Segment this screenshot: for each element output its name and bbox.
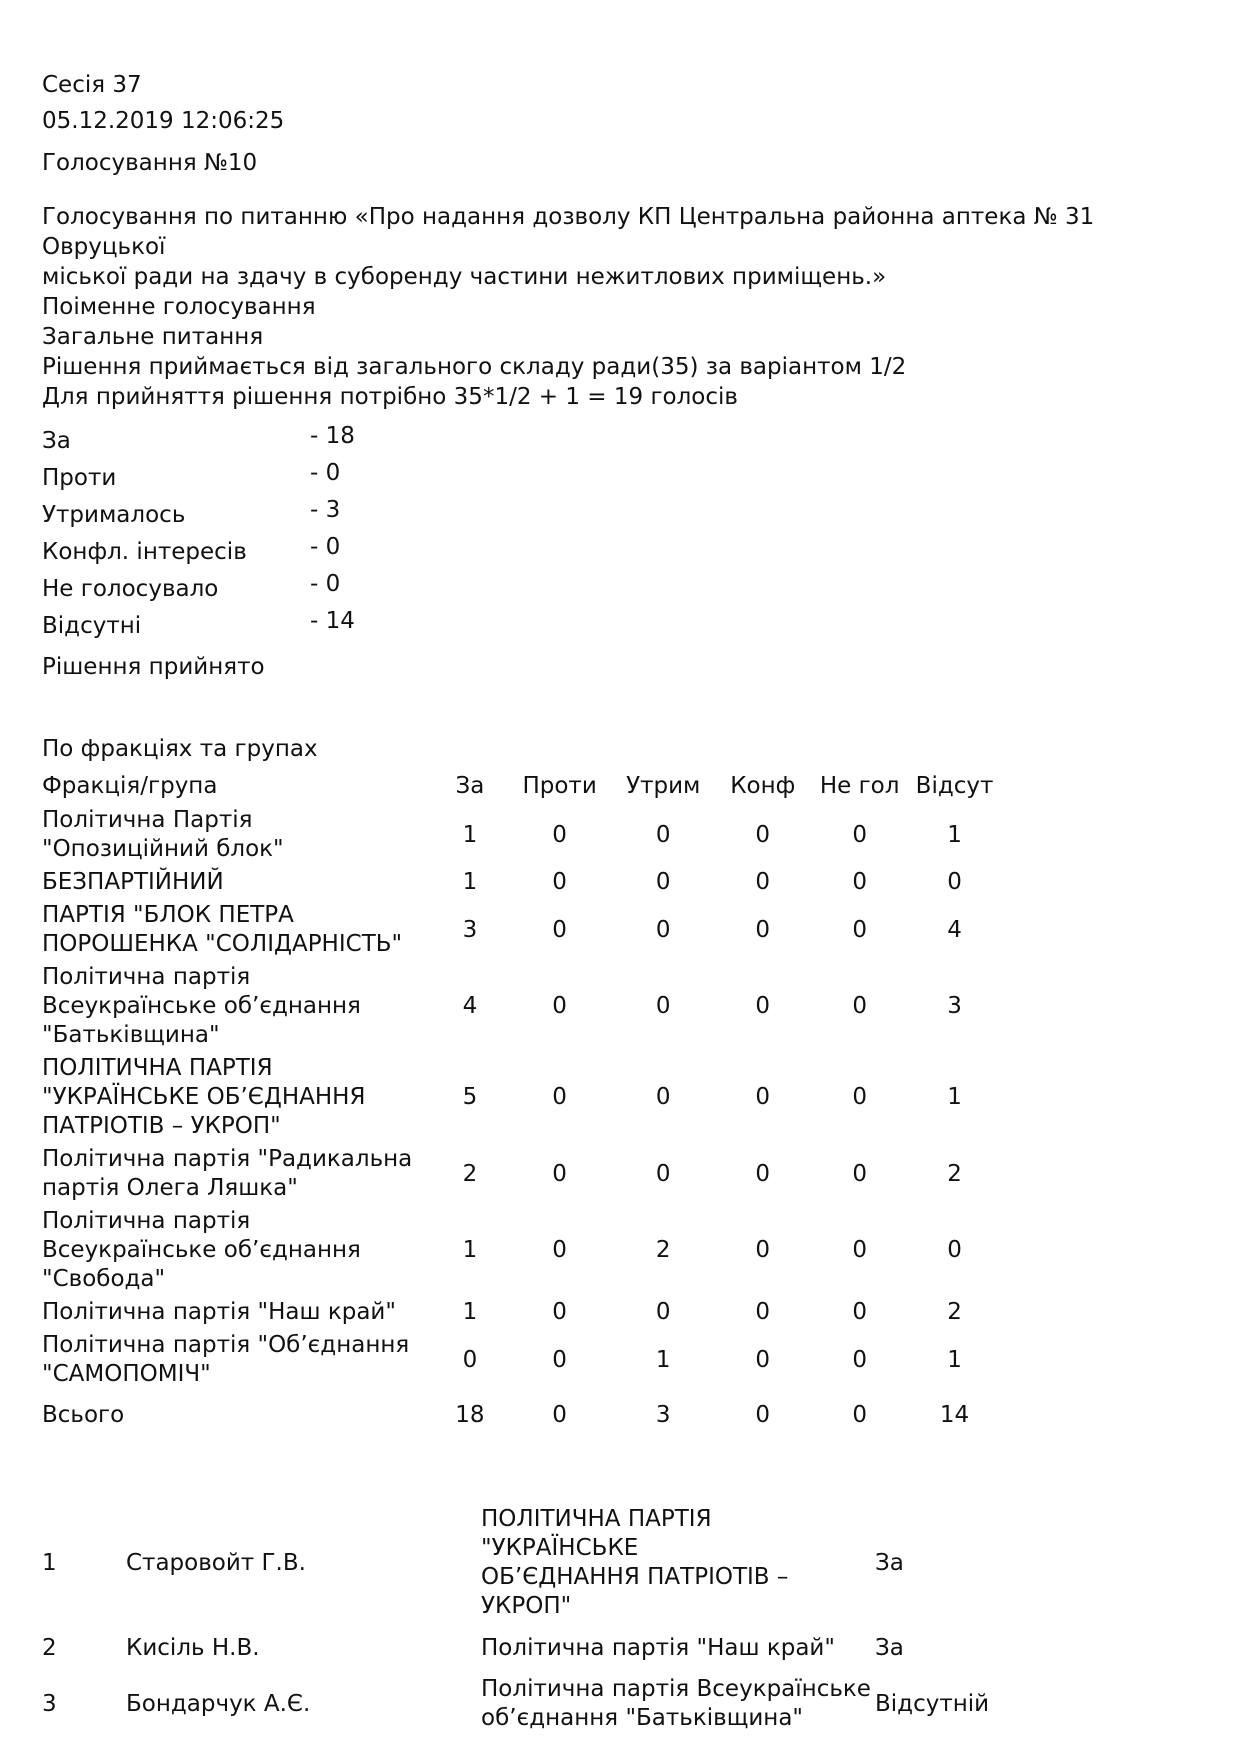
col-header-absent: Відсут (915, 773, 994, 799)
faction-count: 1 (947, 821, 962, 848)
faction-row (42, 961, 1002, 1052)
faction-name (42, 1052, 434, 1143)
deputy-faction-line: Політична партія "Наш край" (481, 1634, 835, 1661)
decision-result: Рішення прийнято (42, 654, 265, 680)
faction-name-line: БЕЗПАРТІЙНИЙ (42, 869, 224, 895)
total-value: - 18 (310, 422, 355, 449)
faction-count: 2 (655, 1237, 671, 1263)
faction-count: 0 (755, 916, 771, 943)
total-value: - 0 (310, 459, 341, 486)
required-votes: Для прийняття рішення потрібно 35*1/2 + 1 = 19 голосів (42, 384, 738, 410)
faction-count: 0 (552, 1299, 567, 1325)
factions-title: По фракціях та групах (42, 736, 318, 762)
total-row (42, 533, 1202, 570)
col-header-abstain: Утрим (626, 773, 701, 799)
faction-count: 0 (655, 1299, 671, 1325)
faction-count: 1 (655, 1346, 671, 1373)
faction-count: 0 (655, 1084, 671, 1110)
deputy-faction-line: УКРОП" (481, 1593, 572, 1619)
faction-count: 0 (655, 993, 671, 1019)
faction-name-line: Всеукраїнське об’єднання (42, 1237, 361, 1263)
faction-count: 1 (462, 1237, 478, 1263)
faction-count: 0 (755, 1299, 771, 1325)
faction-count: 0 (852, 916, 867, 943)
faction-row (42, 1143, 1002, 1205)
deputy-faction-line: ПОЛІТИЧНА ПАРТІЯ "УКРАЇНСЬКЕ (481, 1506, 712, 1561)
total-row (42, 496, 1202, 533)
total-row (42, 607, 1202, 644)
deputy-number: 3 (42, 1690, 57, 1717)
col-header-for: За (455, 773, 485, 799)
faction-count: 0 (755, 1237, 771, 1263)
faction-count: 1 (947, 1084, 962, 1110)
faction-count: 1 (462, 1299, 478, 1325)
vote-number: Голосування №10 (42, 150, 258, 176)
faction-count: 2 (947, 1299, 962, 1325)
faction-total-label: Всього (42, 1401, 125, 1428)
faction-name-line: "Свобода" (42, 1266, 166, 1292)
deputy-name: Бондарчук А.Є. (126, 1690, 311, 1717)
question-line-1: Голосування по питанню «Про надання дозволу КП Центральна районна аптека № 31 Овруцької (42, 204, 1095, 260)
faction-count: 0 (462, 1346, 478, 1373)
total-label: Утрималось (42, 501, 186, 528)
deputy-vote: За (875, 1549, 904, 1576)
deputy-faction-line: об’єднання "Батьківщина" (481, 1705, 804, 1731)
faction-count: 0 (852, 1160, 867, 1187)
col-header-faction: Фракція/група (42, 773, 218, 799)
factions-header-row (42, 768, 1002, 804)
faction-count: 4 (462, 993, 478, 1019)
total-row (42, 459, 1202, 496)
faction-count: 0 (852, 1084, 867, 1110)
faction-count: 0 (552, 1160, 567, 1187)
deputy-faction-line: Політична партія Всеукраїнське (481, 1676, 871, 1702)
question-line-2: міської ради на здачу в суборенду частини нежитлових приміщень.» (42, 264, 887, 290)
total-label: Проти (42, 464, 117, 491)
faction-name (42, 899, 434, 961)
faction-count: 0 (552, 1237, 567, 1263)
faction-name-line: "Опозиційний блок" (42, 836, 284, 862)
total-label: За (42, 427, 71, 454)
col-header-not-voted: Не гол (819, 773, 900, 799)
faction-name-line: Політична партія (42, 1208, 251, 1234)
faction-total-row (42, 1391, 1002, 1439)
faction-count: 0 (852, 1346, 867, 1373)
total-row (42, 570, 1202, 607)
faction-name-line: Всеукраїнське об’єднання (42, 993, 361, 1019)
faction-count: 0 (552, 993, 567, 1019)
deputy-row (42, 1623, 1025, 1673)
faction-row (42, 1205, 1002, 1296)
faction-name-line: ПОРОШЕНКА "СОЛІДАРНІСТЬ" (42, 931, 403, 957)
faction-row (42, 1052, 1002, 1143)
deputy-vote: Відсутній (875, 1690, 990, 1717)
faction-name-line: "УКРАЇНСЬКЕ ОБ’ЄДНАННЯ (42, 1084, 366, 1110)
faction-count: 2 (462, 1160, 478, 1187)
faction-name-line: Політична партія "Наш край" (42, 1299, 396, 1325)
col-header-against: Проти (522, 773, 597, 799)
vote-type: Поіменне голосування (42, 294, 316, 320)
faction-count: 1 (462, 869, 478, 895)
vote-totals (42, 422, 1202, 644)
faction-row (42, 804, 1002, 866)
total-label: Не голосувало (42, 575, 219, 602)
decision-rule: Рішення приймається від загального складу ради(35) за варіантом 1/2 (42, 354, 907, 380)
faction-count: 0 (655, 821, 671, 848)
faction-count: 0 (755, 1346, 771, 1373)
faction-name-line: Політична партія (42, 964, 251, 990)
total-label: Конфл. інтересів (42, 538, 247, 565)
faction-count: 0 (852, 869, 867, 895)
faction-count: 0 (755, 869, 771, 895)
faction-count: 1 (462, 821, 478, 848)
deputy-number: 1 (42, 1549, 57, 1576)
vote-datetime: 05.12.2019 12:06:25 (42, 108, 285, 134)
faction-total-count: 18 (455, 1401, 485, 1428)
faction-count: 5 (462, 1084, 478, 1110)
faction-name (42, 1329, 434, 1391)
faction-total-count: 0 (552, 1401, 567, 1428)
faction-count: 0 (552, 821, 567, 848)
total-value: - 0 (310, 570, 341, 597)
deputy-faction (481, 1673, 875, 1735)
faction-row (42, 1296, 1002, 1329)
faction-count: 3 (947, 993, 962, 1019)
faction-name (42, 961, 434, 1052)
col-header-conflict: Конф (730, 773, 796, 799)
deputy-row (42, 1673, 1025, 1735)
faction-count: 1 (947, 1346, 962, 1373)
faction-row (42, 899, 1002, 961)
deputy-faction (481, 1503, 875, 1623)
faction-count: 0 (947, 869, 962, 895)
faction-name-line: ПОЛІТИЧНА ПАРТІЯ (42, 1055, 273, 1081)
total-label: Відсутні (42, 612, 142, 639)
faction-total-count: 14 (939, 1401, 970, 1428)
deputy-faction-line: ОБ’ЄДНАННЯ ПАТРІОТІВ – (481, 1564, 789, 1590)
total-value: - 14 (310, 607, 355, 634)
deputy-vote: За (875, 1634, 904, 1661)
faction-count: 0 (655, 869, 671, 895)
faction-count: 0 (755, 993, 771, 1019)
faction-count: 0 (755, 1084, 771, 1110)
faction-total-count: 0 (755, 1401, 771, 1428)
total-value: - 3 (310, 496, 341, 523)
faction-count: 0 (552, 1084, 567, 1110)
faction-name-line: партія Олега Ляшка" (42, 1175, 298, 1201)
deputy-faction (481, 1623, 875, 1673)
faction-name (42, 804, 434, 866)
faction-name-line: "САМОПОМІЧ" (42, 1361, 211, 1387)
faction-name-line: ПАТРІОТІВ – УКРОП" (42, 1113, 281, 1139)
faction-name-line: Політична партія "Радикальна (42, 1146, 413, 1172)
faction-row (42, 866, 1002, 899)
deputies-table (42, 1503, 1025, 1735)
faction-count: 0 (655, 1160, 671, 1187)
session-label: Сесія 37 (42, 72, 142, 98)
faction-total-count: 0 (852, 1401, 867, 1428)
total-row (42, 422, 1202, 459)
deputy-name: Старовойт Г.В. (126, 1549, 306, 1576)
faction-count: 0 (655, 916, 671, 943)
deputy-number: 2 (42, 1634, 57, 1661)
faction-count: 0 (852, 1237, 867, 1263)
faction-count: 0 (947, 1237, 962, 1263)
faction-row (42, 1329, 1002, 1391)
faction-name (42, 1296, 434, 1329)
faction-count: 0 (852, 993, 867, 1019)
faction-name (42, 1143, 434, 1205)
faction-count: 0 (552, 1346, 567, 1373)
faction-name-line: ПАРТІЯ "БЛОК ПЕТРА (42, 902, 294, 928)
faction-count: 4 (947, 916, 962, 943)
faction-count: 0 (552, 916, 567, 943)
faction-name-line: Політична партія "Об’єднання (42, 1332, 410, 1358)
question-category: Загальне питання (42, 324, 264, 350)
faction-count: 0 (852, 821, 867, 848)
total-value: - 0 (310, 533, 341, 560)
deputy-name: Кисіль Н.В. (126, 1634, 260, 1661)
faction-name-line: Політична Партія (42, 807, 253, 833)
faction-name (42, 1205, 434, 1296)
faction-count: 0 (755, 1160, 771, 1187)
faction-count: 0 (552, 869, 567, 895)
faction-name (42, 866, 434, 899)
faction-count: 2 (947, 1160, 962, 1187)
faction-name-line: "Батьківщина" (42, 1022, 220, 1048)
faction-count: 0 (852, 1299, 867, 1325)
document-page (42, 70, 1202, 1735)
faction-count: 0 (755, 821, 771, 848)
faction-count: 3 (462, 916, 478, 943)
deputy-row (42, 1503, 1025, 1623)
faction-total-count: 3 (655, 1401, 671, 1428)
factions-table (42, 768, 1002, 1439)
